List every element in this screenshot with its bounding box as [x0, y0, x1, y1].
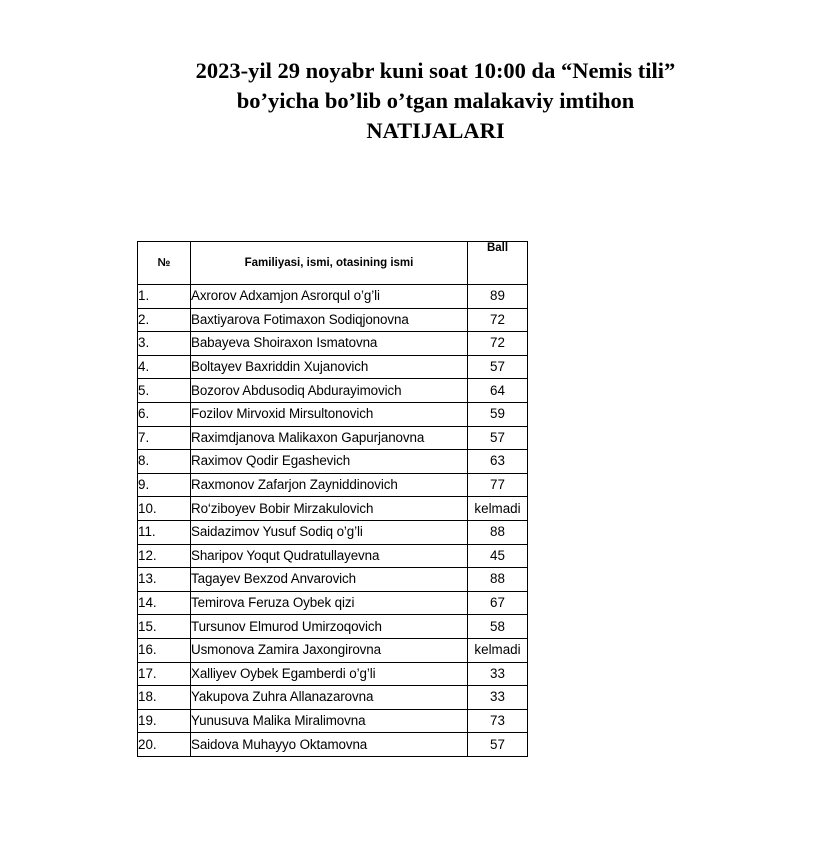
row-number: 20. [138, 733, 191, 757]
table-row [138, 426, 528, 450]
table-row [138, 591, 528, 615]
row-name: Raximdjanova Malikaxon Gapurjanovna [191, 426, 468, 450]
table-row [138, 709, 528, 733]
row-name: Boltayev Baxriddin Xujanovich [191, 355, 468, 379]
row-name: Yunusuva Malika Miralimovna [191, 709, 468, 733]
header-name: Familiyasi, ismi, otasining ismi [191, 242, 468, 285]
row-number: 18. [138, 686, 191, 710]
row-name: Tursunov Elmurod Umirzoqovich [191, 615, 468, 639]
row-number: 14. [138, 591, 191, 615]
row-name: Ro‘ziboyev Bobir Mirzakulovich [191, 497, 468, 521]
row-ball: 73 [468, 709, 528, 733]
row-name: Raxmonov Zafarjon Zayniddinovich [191, 473, 468, 497]
table-row [138, 638, 528, 662]
row-name: Temirova Feruza Oybek qizi [191, 591, 468, 615]
table-body [138, 285, 528, 757]
table-row [138, 686, 528, 710]
row-number: 1. [138, 285, 191, 309]
row-ball: 33 [468, 686, 528, 710]
table-row [138, 355, 528, 379]
row-number: 19. [138, 709, 191, 733]
table-row [138, 402, 528, 426]
row-name: Raximov Qodir Egashevich [191, 450, 468, 474]
title-line-2: bo’yicha bo’lib o’tgan malakaviy imtihon [236, 88, 635, 113]
row-number: 12. [138, 544, 191, 568]
table-row [138, 497, 528, 521]
row-ball: 63 [468, 450, 528, 474]
row-name: Bozorov Abdusodiq Abdurayimovich [191, 379, 468, 403]
title-line-1: 2023-yil 29 noyabr kuni soat 10:00 da “Nemis tili” [195, 58, 676, 83]
row-number: 11. [138, 520, 191, 544]
header-ball: Ball [468, 242, 528, 285]
row-name: Usmonova Zamira Jaxongirovna [191, 638, 468, 662]
row-name: Yakupova Zuhra Allanazarovna [191, 686, 468, 710]
row-ball: 57 [468, 733, 528, 757]
row-ball: 72 [468, 308, 528, 332]
row-name: Babayeva Shoiraxon Ismatovna [191, 332, 468, 356]
row-ball: kelmadi [468, 638, 528, 662]
row-number: 13. [138, 568, 191, 592]
row-ball: 89 [468, 285, 528, 309]
row-ball: 45 [468, 544, 528, 568]
row-ball: 58 [468, 615, 528, 639]
table-row [138, 450, 528, 474]
table-row [138, 308, 528, 332]
row-name: Axrorov Adxamjon Asrorqul o’g’li [191, 285, 468, 309]
row-number: 7. [138, 426, 191, 450]
row-number: 16. [138, 638, 191, 662]
row-number: 2. [138, 308, 191, 332]
row-ball: 77 [468, 473, 528, 497]
row-number: 4. [138, 355, 191, 379]
row-ball: 59 [468, 402, 528, 426]
row-ball: 57 [468, 426, 528, 450]
row-name: Tagayev Bexzod Anvarovich [191, 568, 468, 592]
row-number: 5. [138, 379, 191, 403]
table-row [138, 662, 528, 686]
table-row [138, 544, 528, 568]
table-row [138, 568, 528, 592]
table-row [138, 520, 528, 544]
row-name: Baxtiyarova Fotimaxon Sodiqjonovna [191, 308, 468, 332]
results-table [137, 241, 528, 757]
row-name: Fozilov Mirvoxid Mirsultonovich [191, 402, 468, 426]
row-name: Saidova Muhayyo Oktamovna [191, 733, 468, 757]
table-row [138, 332, 528, 356]
row-number: 15. [138, 615, 191, 639]
row-number: 17. [138, 662, 191, 686]
table-row [138, 379, 528, 403]
document-title [0, 56, 819, 146]
row-ball: kelmadi [468, 497, 528, 521]
table-row [138, 733, 528, 757]
table-row [138, 473, 528, 497]
table-row [138, 615, 528, 639]
row-ball: 67 [468, 591, 528, 615]
row-number: 10. [138, 497, 191, 521]
table-header-row [138, 242, 528, 285]
title-line-3: NATIJALARI [366, 118, 505, 143]
row-ball: 72 [468, 332, 528, 356]
row-name: Sharipov Yoqut Qudratullayevna [191, 544, 468, 568]
row-number: 8. [138, 450, 191, 474]
header-number: № [138, 242, 191, 285]
row-ball: 57 [468, 355, 528, 379]
row-name: Saidazimov Yusuf Sodiq o’g’li [191, 520, 468, 544]
row-ball: 64 [468, 379, 528, 403]
row-ball: 88 [468, 568, 528, 592]
row-number: 3. [138, 332, 191, 356]
row-ball: 33 [468, 662, 528, 686]
row-number: 9. [138, 473, 191, 497]
row-name: Xalliyev Oybek Egamberdi o’g’li [191, 662, 468, 686]
row-ball: 88 [468, 520, 528, 544]
table-row [138, 285, 528, 309]
row-number: 6. [138, 402, 191, 426]
